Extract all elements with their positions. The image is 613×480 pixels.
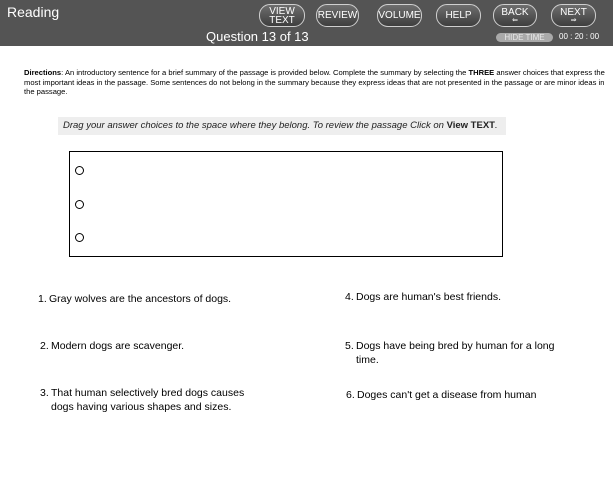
choice-number: 6. — [346, 389, 355, 401]
view-text-link[interactable]: View TEXT — [446, 120, 495, 131]
top-toolbar — [0, 0, 613, 46]
directions — [24, 68, 612, 97]
answer-choice-6[interactable] — [346, 388, 586, 402]
view-text-label-line1: VIEW — [269, 5, 295, 17]
answer-slot-2[interactable] — [75, 200, 84, 209]
answer-choice-3[interactable] — [40, 386, 262, 414]
choice-number: 4. — [345, 291, 354, 303]
directions-emphasis: THREE — [468, 68, 495, 77]
choice-text: Gray wolves are the ancestors of dogs. — [49, 293, 232, 305]
view-text-button[interactable] — [259, 4, 305, 27]
instruction-suffix: . — [494, 120, 498, 131]
volume-button[interactable] — [377, 4, 422, 27]
answer-slot-3[interactable] — [75, 233, 84, 242]
choice-number: 3. — [40, 387, 49, 399]
choice-text: Dogs have being bred by human for a long time. — [356, 340, 555, 366]
choice-number: 1. — [38, 293, 47, 305]
instruction-bar — [58, 117, 506, 135]
app-title: Reading — [7, 4, 60, 20]
directions-text-before: : An introductory sentence for a brief summary of the passage is provided below. Complete the summary by selecting the — [61, 68, 469, 77]
help-button[interactable] — [436, 4, 481, 27]
hide-time-button[interactable]: HIDE TIME — [496, 33, 553, 42]
answer-choice-1[interactable] — [38, 292, 278, 306]
back-label: BACK — [501, 6, 529, 18]
choice-text: Doges can't get a disease from human — [357, 389, 537, 401]
timer: 00 : 20 : 00 — [559, 32, 600, 41]
instruction-text: Drag your answer choices to the space where they belong. To review the passage Click on — [63, 120, 447, 131]
arrow-right-icon: ⇒ — [570, 16, 577, 24]
choice-text: That human selectively bred dogs causes dogs having various shapes and sizes. — [51, 387, 245, 413]
answer-choice-4[interactable] — [345, 290, 585, 304]
next-button[interactable] — [551, 4, 596, 27]
choice-text: Modern dogs are scavenger. — [51, 340, 185, 352]
review-button[interactable] — [316, 4, 359, 27]
answer-drop-zone[interactable] — [69, 151, 503, 257]
answer-choice-5[interactable] — [345, 339, 577, 367]
view-text-label-line2: TEXT — [269, 14, 295, 26]
back-button[interactable] — [493, 4, 537, 27]
answer-choice-2[interactable] — [40, 339, 280, 353]
answer-slot-1[interactable] — [75, 166, 84, 175]
question-counter: Question 13 of 13 — [206, 29, 309, 44]
directions-text-after: answer choices that express the most important ideas in the passage. Some sentences do not belong in the summary because they express ideas that are not presented in the passage or are minor ideas in the passage. — [24, 68, 605, 96]
choice-number: 2. — [40, 340, 49, 352]
directions-label: Directions — [24, 68, 62, 77]
review-label: REVIEW — [317, 10, 358, 21]
next-label: NEXT — [560, 6, 587, 18]
volume-label: VOLUME — [378, 10, 421, 21]
arrow-left-icon: ⇐ — [512, 16, 518, 24]
choice-number: 5. — [345, 340, 354, 352]
help-label: HELP — [445, 10, 472, 21]
choice-text: Dogs are human's best friends. — [356, 291, 501, 303]
